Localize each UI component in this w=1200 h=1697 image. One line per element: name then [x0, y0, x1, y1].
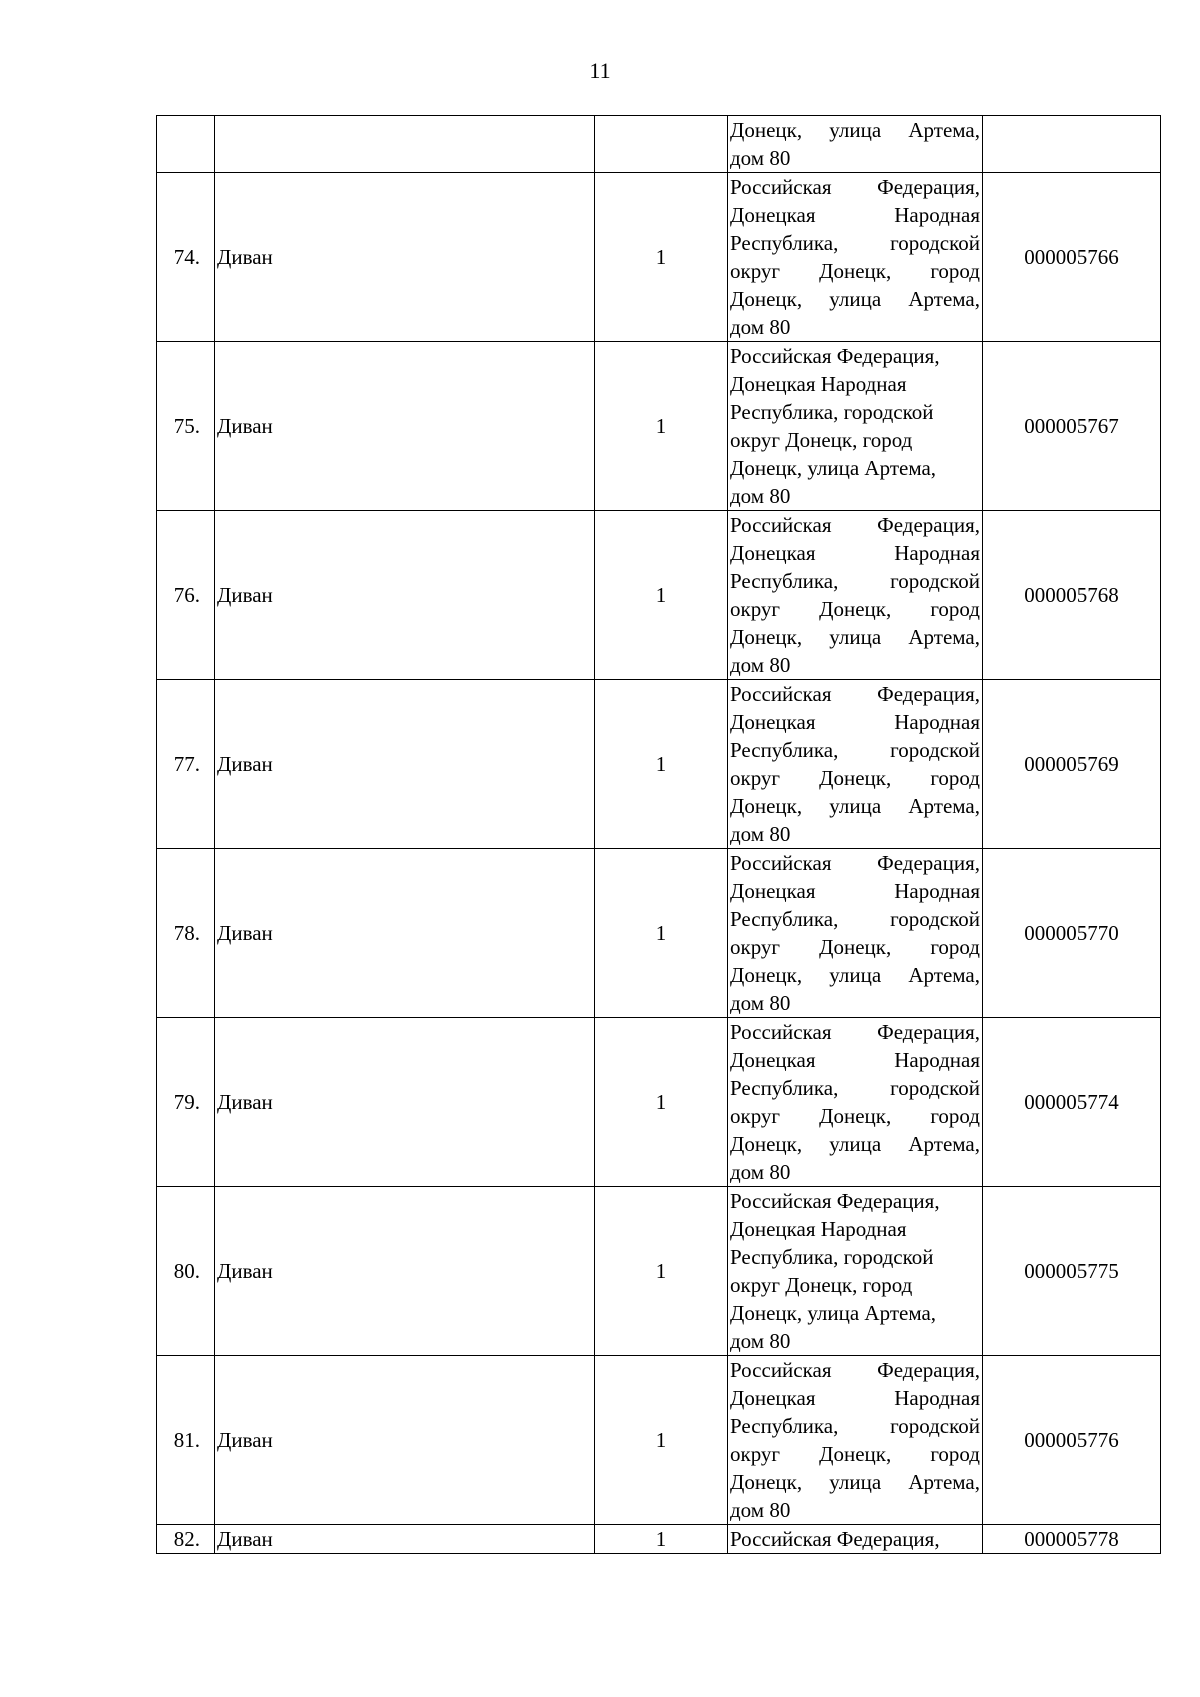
address-line: Российская Федерация,	[730, 344, 940, 368]
address-line: Донецкая Народная	[730, 372, 907, 396]
address-cell	[728, 1187, 983, 1356]
address-cell	[728, 1018, 983, 1187]
address-line: Российская Федерация,	[730, 513, 980, 537]
table-row	[157, 173, 1161, 342]
address-line: Донецкая Народная	[730, 1217, 907, 1241]
address-line: Российская Федерация,	[730, 1189, 940, 1213]
row-number-cell: 76.	[157, 511, 215, 680]
row-number-cell: 78.	[157, 849, 215, 1018]
inventory-number-cell: 000005776	[983, 1356, 1161, 1525]
quantity-cell	[595, 116, 728, 173]
address-line: дом 80	[730, 1329, 791, 1353]
address-cell	[728, 1356, 983, 1525]
address-cell	[728, 680, 983, 849]
inventory-number-cell: 000005770	[983, 849, 1161, 1018]
quantity-cell: 1	[595, 173, 728, 342]
address-line: Республика, городской	[730, 1076, 980, 1100]
row-number-cell: 75.	[157, 342, 215, 511]
inventory-number-cell: 000005774	[983, 1018, 1161, 1187]
address-line: Донецк, улица Артема,	[730, 1301, 937, 1325]
quantity-cell: 1	[595, 849, 728, 1018]
address-line: Донецк, улица Артема,	[730, 456, 937, 480]
inventory-number-cell: 000005766	[983, 173, 1161, 342]
address-line: дом 80	[730, 315, 791, 339]
item-name-cell: Диван	[215, 1525, 595, 1554]
address-cell	[728, 849, 983, 1018]
address-line: Донецк, улица Артема,	[730, 794, 980, 818]
address-line: Донецкая Народная	[730, 1386, 980, 1410]
address-line: Донецк, улица Артема,	[730, 118, 980, 142]
address-line: Республика, городской	[730, 400, 934, 424]
address-line: дом 80	[730, 991, 791, 1015]
item-name-cell: Диван	[215, 511, 595, 680]
row-number-cell: 81.	[157, 1356, 215, 1525]
item-name-cell: Диван	[215, 680, 595, 849]
inventory-number-cell: 000005767	[983, 342, 1161, 511]
item-name-cell: Диван	[215, 1187, 595, 1356]
inventory-table	[156, 115, 1161, 1554]
address-line: Российская Федерация,	[730, 175, 980, 199]
row-number-cell	[157, 116, 215, 173]
table-row	[157, 1018, 1161, 1187]
item-name-cell: Диван	[215, 849, 595, 1018]
address-line: дом 80	[730, 653, 791, 677]
row-number-cell: 74.	[157, 173, 215, 342]
quantity-cell: 1	[595, 680, 728, 849]
table-row	[157, 1187, 1161, 1356]
row-number-cell: 79.	[157, 1018, 215, 1187]
address-cell	[728, 511, 983, 680]
address-line: Донецкая Народная	[730, 203, 980, 227]
address-line: Донецк, улица Артема,	[730, 1470, 980, 1494]
address-line: Донецкая Народная	[730, 879, 980, 903]
item-name-cell	[215, 116, 595, 173]
table-row	[157, 1525, 1161, 1554]
item-name-cell: Диван	[215, 1356, 595, 1525]
address-line: Донецк, улица Артема,	[730, 287, 980, 311]
address-line: Республика, городской	[730, 569, 980, 593]
address-line: Донецкая Народная	[730, 1048, 980, 1072]
address-line: Республика, городской	[730, 738, 980, 762]
address-line: Республика, городской	[730, 1245, 934, 1269]
address-line: Российская Федерация,	[730, 851, 980, 875]
address-line: округ Донецк, город	[730, 1273, 913, 1297]
address-line: дом 80	[730, 484, 791, 508]
address-line: округ Донецк, город	[730, 259, 980, 283]
quantity-cell: 1	[595, 1187, 728, 1356]
address-line: Российская Федерация,	[730, 682, 980, 706]
quantity-cell: 1	[595, 1525, 728, 1554]
address-line: Российская Федерация,	[730, 1527, 940, 1551]
inventory-number-cell: 000005778	[983, 1525, 1161, 1554]
address-line: дом 80	[730, 1498, 791, 1522]
address-line: Республика, городской	[730, 1414, 980, 1438]
address-line: дом 80	[730, 1160, 791, 1184]
inventory-number-cell: 000005768	[983, 511, 1161, 680]
address-line: Донецк, улица Артема,	[730, 625, 980, 649]
table-row	[157, 511, 1161, 680]
quantity-cell: 1	[595, 1356, 728, 1525]
table-row	[157, 1356, 1161, 1525]
table-row	[157, 680, 1161, 849]
address-line: округ Донецк, город	[730, 935, 980, 959]
quantity-cell: 1	[595, 511, 728, 680]
address-line: Донецкая Народная	[730, 710, 980, 734]
row-number-cell: 80.	[157, 1187, 215, 1356]
item-name-cell: Диван	[215, 173, 595, 342]
inventory-number-cell: 000005775	[983, 1187, 1161, 1356]
address-line: Донецк, улица Артема,	[730, 1132, 980, 1156]
address-line: округ Донецк, город	[730, 1442, 980, 1466]
page-number: 11	[589, 58, 611, 83]
row-number-cell: 77.	[157, 680, 215, 849]
address-line: округ Донецк, город	[730, 428, 913, 452]
inventory-number-cell	[983, 116, 1161, 173]
address-cell	[728, 173, 983, 342]
address-line: Донецкая Народная	[730, 541, 980, 565]
address-cell	[728, 116, 983, 173]
table-row	[157, 849, 1161, 1018]
quantity-cell: 1	[595, 1018, 728, 1187]
address-line: Российская Федерация,	[730, 1358, 980, 1382]
table-body	[157, 116, 1161, 1554]
table-row	[157, 116, 1161, 173]
address-line: округ Донецк, город	[730, 766, 980, 790]
address-line: дом 80	[730, 146, 791, 170]
item-name-cell: Диван	[215, 342, 595, 511]
item-name-cell: Диван	[215, 1018, 595, 1187]
address-cell	[728, 1525, 983, 1554]
inventory-number-cell: 000005769	[983, 680, 1161, 849]
address-line: дом 80	[730, 822, 791, 846]
address-line: округ Донецк, город	[730, 1104, 980, 1128]
quantity-cell: 1	[595, 342, 728, 511]
table-row	[157, 342, 1161, 511]
row-number-cell: 82.	[157, 1525, 215, 1554]
address-line: Донецк, улица Артема,	[730, 963, 980, 987]
address-line: Российская Федерация,	[730, 1020, 980, 1044]
address-line: Республика, городской	[730, 907, 980, 931]
address-cell	[728, 342, 983, 511]
address-line: округ Донецк, город	[730, 597, 980, 621]
address-line: Республика, городской	[730, 231, 980, 255]
